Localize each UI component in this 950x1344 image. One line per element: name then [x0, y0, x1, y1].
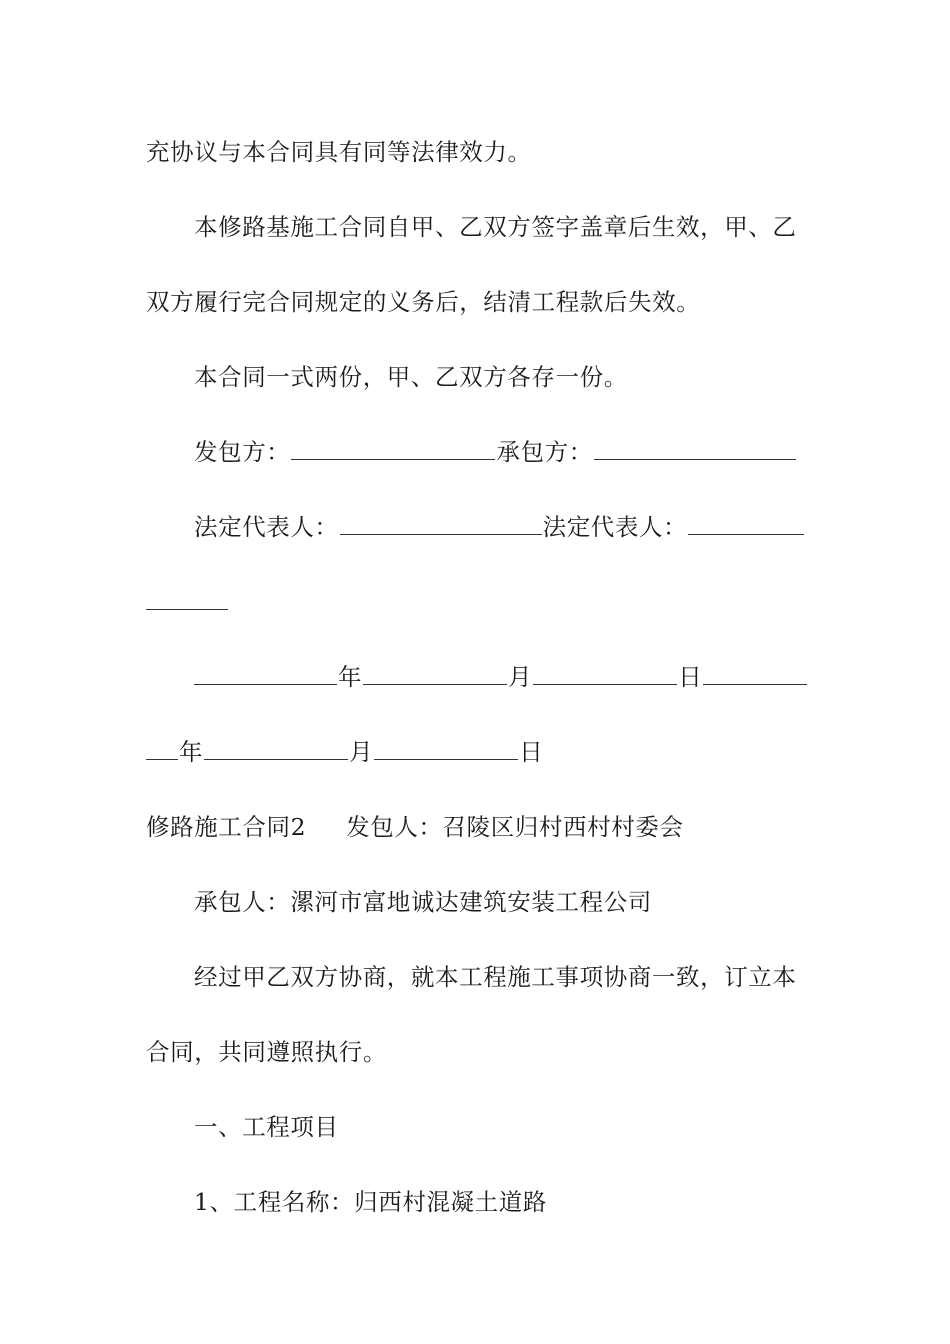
year-blank-1[interactable]	[194, 662, 337, 685]
rep-blank-continuation[interactable]	[146, 587, 228, 610]
contract2-title: 修路施工合同2	[146, 813, 307, 841]
year-label-2: 年	[179, 738, 204, 766]
date-blank-1-extra[interactable]	[703, 662, 807, 685]
month-blank-2[interactable]	[204, 737, 348, 760]
contractor-label: 承包方：	[496, 438, 593, 466]
year-label-1: 年	[338, 663, 363, 691]
rep-label-contractor: 法定代表人：	[542, 513, 688, 541]
day-blank-2[interactable]	[374, 737, 518, 760]
rep-blank-employer[interactable]	[340, 512, 542, 535]
contract2-intro-line2: 合同，共同遵照执行。	[146, 1038, 387, 1066]
copies-clause: 本合同一式两份，甲、乙双方各存一份。	[194, 363, 628, 391]
contract2-heading-row	[146, 812, 684, 842]
employer-label: 发包方：	[194, 438, 291, 466]
year-blank-2[interactable]	[146, 737, 178, 760]
employer-blank[interactable]	[291, 437, 495, 460]
day-label-1: 日	[678, 663, 703, 691]
effective-clause-line1: 本修路基施工合同自甲、乙双方签字盖章后生效，甲、乙	[194, 213, 797, 241]
paragraph-end: 充协议与本合同具有同等法律效力。	[146, 138, 532, 166]
contract2-intro-line1: 经过甲乙双方协商，就本工程施工事项协商一致，订立本	[194, 963, 797, 991]
effective-clause-line2: 双方履行完合同规定的义务后，结清工程款后失效。	[146, 288, 701, 316]
contract2-employer: 发包人：召陵区归村西村村委会	[346, 813, 684, 841]
signature-parties-row	[194, 437, 797, 467]
rep-label-employer: 法定代表人：	[194, 513, 339, 541]
section-heading-project: 一、工程项目	[194, 1113, 339, 1141]
contract2-contractor: 承包人：漯河市富地诚达建筑安装工程公司	[194, 888, 652, 916]
contractor-blank[interactable]	[594, 437, 796, 460]
signature-representatives-row	[194, 512, 805, 542]
rep-blank-contractor[interactable]	[688, 512, 804, 535]
project-name-item: 1、工程名称：归西村混凝土道路	[194, 1188, 547, 1216]
date-row-1	[194, 662, 808, 692]
month-label-2: 月	[349, 738, 374, 766]
month-blank-1[interactable]	[363, 662, 507, 685]
date-row-2	[146, 737, 543, 767]
day-blank-1[interactable]	[533, 662, 677, 685]
day-label-2: 日	[519, 738, 544, 766]
rep-blank-continuation-row	[146, 587, 229, 617]
month-label-1: 月	[508, 663, 533, 691]
